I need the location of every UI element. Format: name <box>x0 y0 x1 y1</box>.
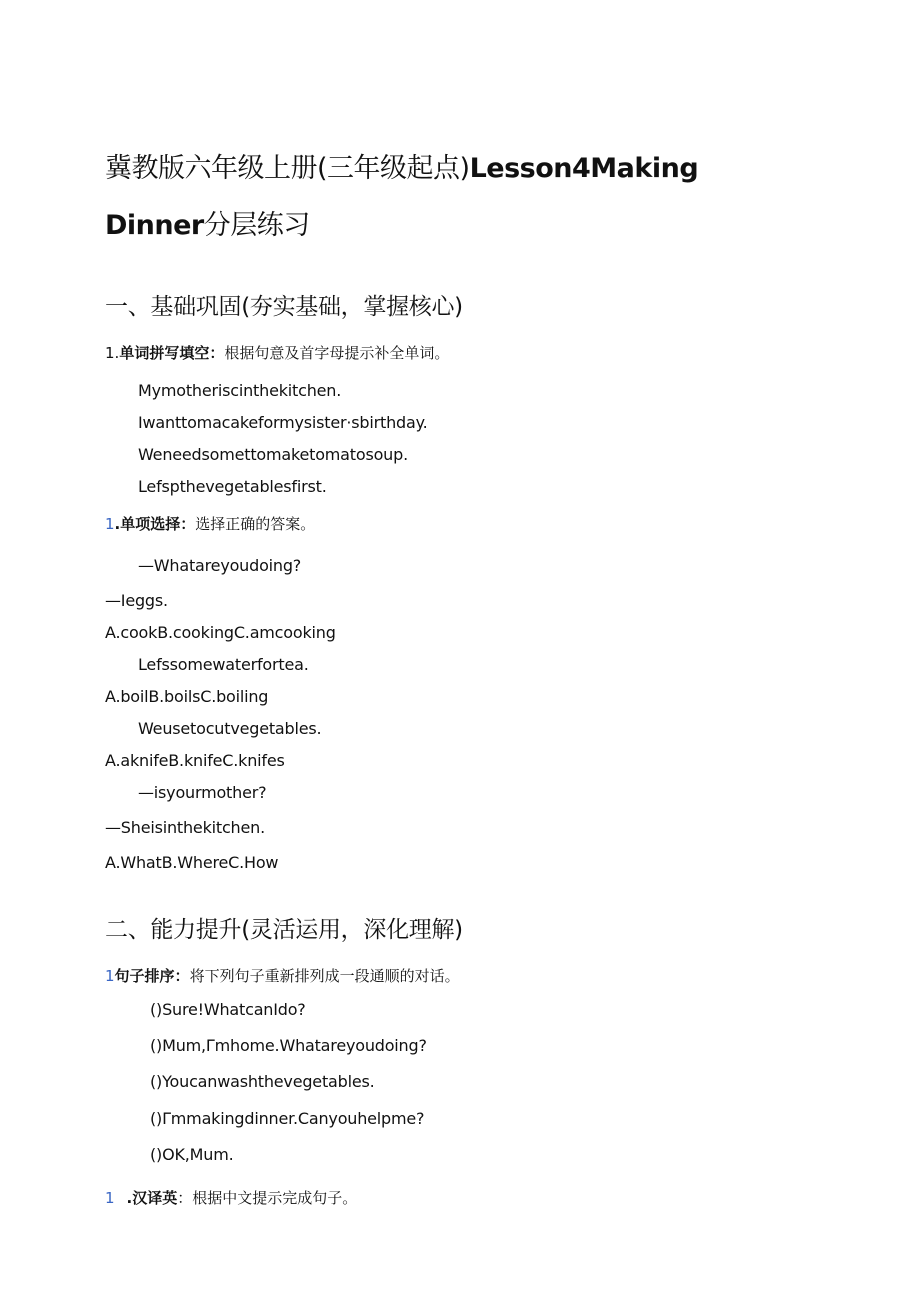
choice-line: Lefssomewaterfortea. <box>138 655 309 674</box>
spelling-item: Lefspthevegetablesfirst. <box>138 477 327 496</box>
choice-line: —Ieggs. <box>105 591 168 610</box>
question-number: 1 <box>105 515 115 533</box>
section-2-question-2 <box>105 1187 357 1208</box>
choice-line: —Whatareyoudoing? <box>138 556 302 575</box>
section-1-question-2 <box>105 513 315 534</box>
question-number: 1. <box>105 344 120 362</box>
title-chinese: 冀教版六年级上册(三年级起点) <box>105 153 470 184</box>
document-title-line-1 <box>105 146 698 185</box>
choice-options: A.boilB.boilsC.boiling <box>105 687 269 706</box>
section-1-heading: 一、基础巩固(夯实基础，掌握核心) <box>105 294 463 320</box>
choice-options: A.WhatB.WhereC.How <box>105 853 279 872</box>
question-label: .汉译英 <box>126 1189 178 1207</box>
ordering-item: ()Mum,Γmhome.Whatareyoudoing? <box>150 1036 427 1055</box>
section-1-question-1 <box>105 342 449 363</box>
choice-options: A.aknifeB.knifeC.knifes <box>105 751 285 770</box>
title-dinner: Dinner <box>105 210 204 241</box>
choice-line: —Sheisinthekitchen. <box>105 818 265 837</box>
question-label: 单词拼写填空： <box>119 344 225 362</box>
ordering-item: ()Sure!WhatcanIdo? <box>150 1000 306 1019</box>
choice-line: Weusetocutvegetables. <box>138 719 322 738</box>
ordering-item: ()Youcanwashthevegetables. <box>150 1072 375 1091</box>
question-instruction: ：根据中文提示完成句子。 <box>177 1189 358 1207</box>
question-instruction: 根据句意及首字母提示补全单词。 <box>224 344 450 362</box>
question-number: 1 <box>105 1189 115 1207</box>
ordering-item: ()Γmmakingdinner.Canyouhelpme? <box>150 1109 425 1128</box>
title-practice: 分层练习 <box>203 210 310 241</box>
section-2-question-1 <box>105 965 460 986</box>
spelling-item: Iwanttomacakeformysister·sbirthday. <box>138 413 428 432</box>
question-number: 1 <box>105 967 115 985</box>
choice-options: A.cookB.cookingC.amcooking <box>105 623 336 642</box>
question-label: 句子排序： <box>114 967 190 985</box>
section-2-heading: 二、能力提升(灵活运用，深化理解) <box>105 917 463 943</box>
title-lesson: Lesson4Making <box>469 153 699 184</box>
document-title-line-2 <box>105 203 310 242</box>
question-instruction: 将下列句子重新排列成一段通顺的对话。 <box>189 967 460 985</box>
spelling-item: Mymotheriscinthekitchen. <box>138 381 342 400</box>
choice-line: —isyourmother? <box>138 783 267 802</box>
ordering-item: ()OK,Mum. <box>150 1145 234 1164</box>
question-instruction: 选择正确的答案。 <box>195 515 316 533</box>
question-label: .单项选择： <box>114 515 196 533</box>
spelling-item: Weneedsomettomaketomatosoup. <box>138 445 408 464</box>
